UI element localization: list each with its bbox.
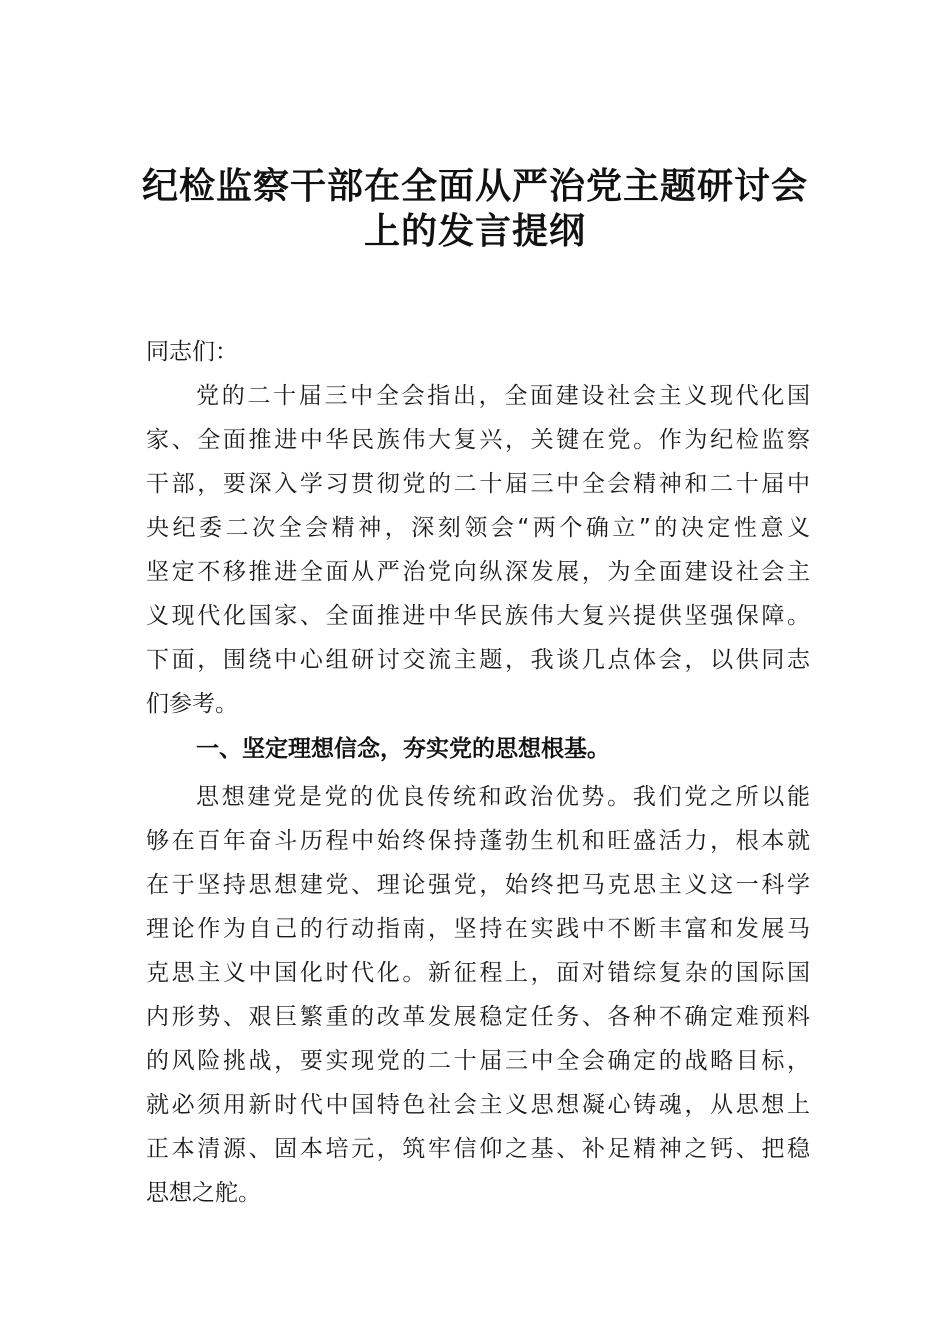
paragraph-1-line: 们参考。 [146, 691, 238, 717]
paragraph-2-line: 在于坚持思想建党、理论强党，始终把马克思主义这一科学 [146, 872, 810, 898]
paragraph-2-line: 够在百年奋斗历程中始终保持蓬勃生机和旺盛活力，根本就 [146, 828, 810, 854]
paragraph-1-line: 下面，围绕中心组研讨交流主题，我谈几点体会，以供同志 [146, 647, 810, 673]
paragraph-1-line: 义现代化国家、全面推进中华民族伟大复兴提供坚强保障。 [146, 603, 810, 629]
document-title-line-1: 纪检监察干部在全面从严治党主题研讨会 [141, 165, 808, 207]
paragraph-2-line: 内形势、艰巨繁重的改革发展稳定任务、各种不确定难预料 [146, 1004, 810, 1030]
paragraph-2-line: 理论作为自己的行动指南，坚持在实践中不断丰富和发展马 [146, 916, 810, 942]
document-title-line-2: 上的发言提纲 [363, 210, 586, 252]
section-heading-1: 一、坚定理想信念，夯实党的思想根基。 [196, 736, 610, 762]
paragraph-1-line: 坚定不移推进全面从严治党向纵深发展，为全面建设社会主 [146, 559, 810, 585]
paragraph-2-line: 克思主义中国化时代化。新征程上，面对错综复杂的国际国 [146, 960, 810, 986]
paragraph-1-line: 干部，要深入学习贯彻党的二十届三中全会精神和二十届中 [146, 471, 810, 497]
paragraph-2-line: 思想之舵。 [146, 1180, 261, 1206]
paragraph-2-line: 正本清源、固本培元，筑牢信仰之基、补足精神之钙、把稳 [146, 1136, 810, 1162]
paragraph-2-line: 思想建党是党的优良传统和政治优势。我们党之所以能 [196, 784, 810, 810]
paragraph-1-line: 党的二十届三中全会指出，全面建设社会主义现代化国 [196, 383, 810, 409]
paragraph-2-line: 的风险挑战，要实现党的二十届三中全会确定的战略目标， [146, 1048, 810, 1074]
salutation: 同志们： [146, 339, 238, 365]
paragraph-2-line: 就必须用新时代中国特色社会主义思想凝心铸魂，从思想上 [146, 1092, 810, 1118]
paragraph-1-line: 家、全面推进中华民族伟大复兴，关键在党。作为纪检监察 [146, 427, 810, 453]
paragraph-1-line: 央纪委二次全会精神，深刻领会“两个确立”的决定性意义 [146, 515, 810, 541]
